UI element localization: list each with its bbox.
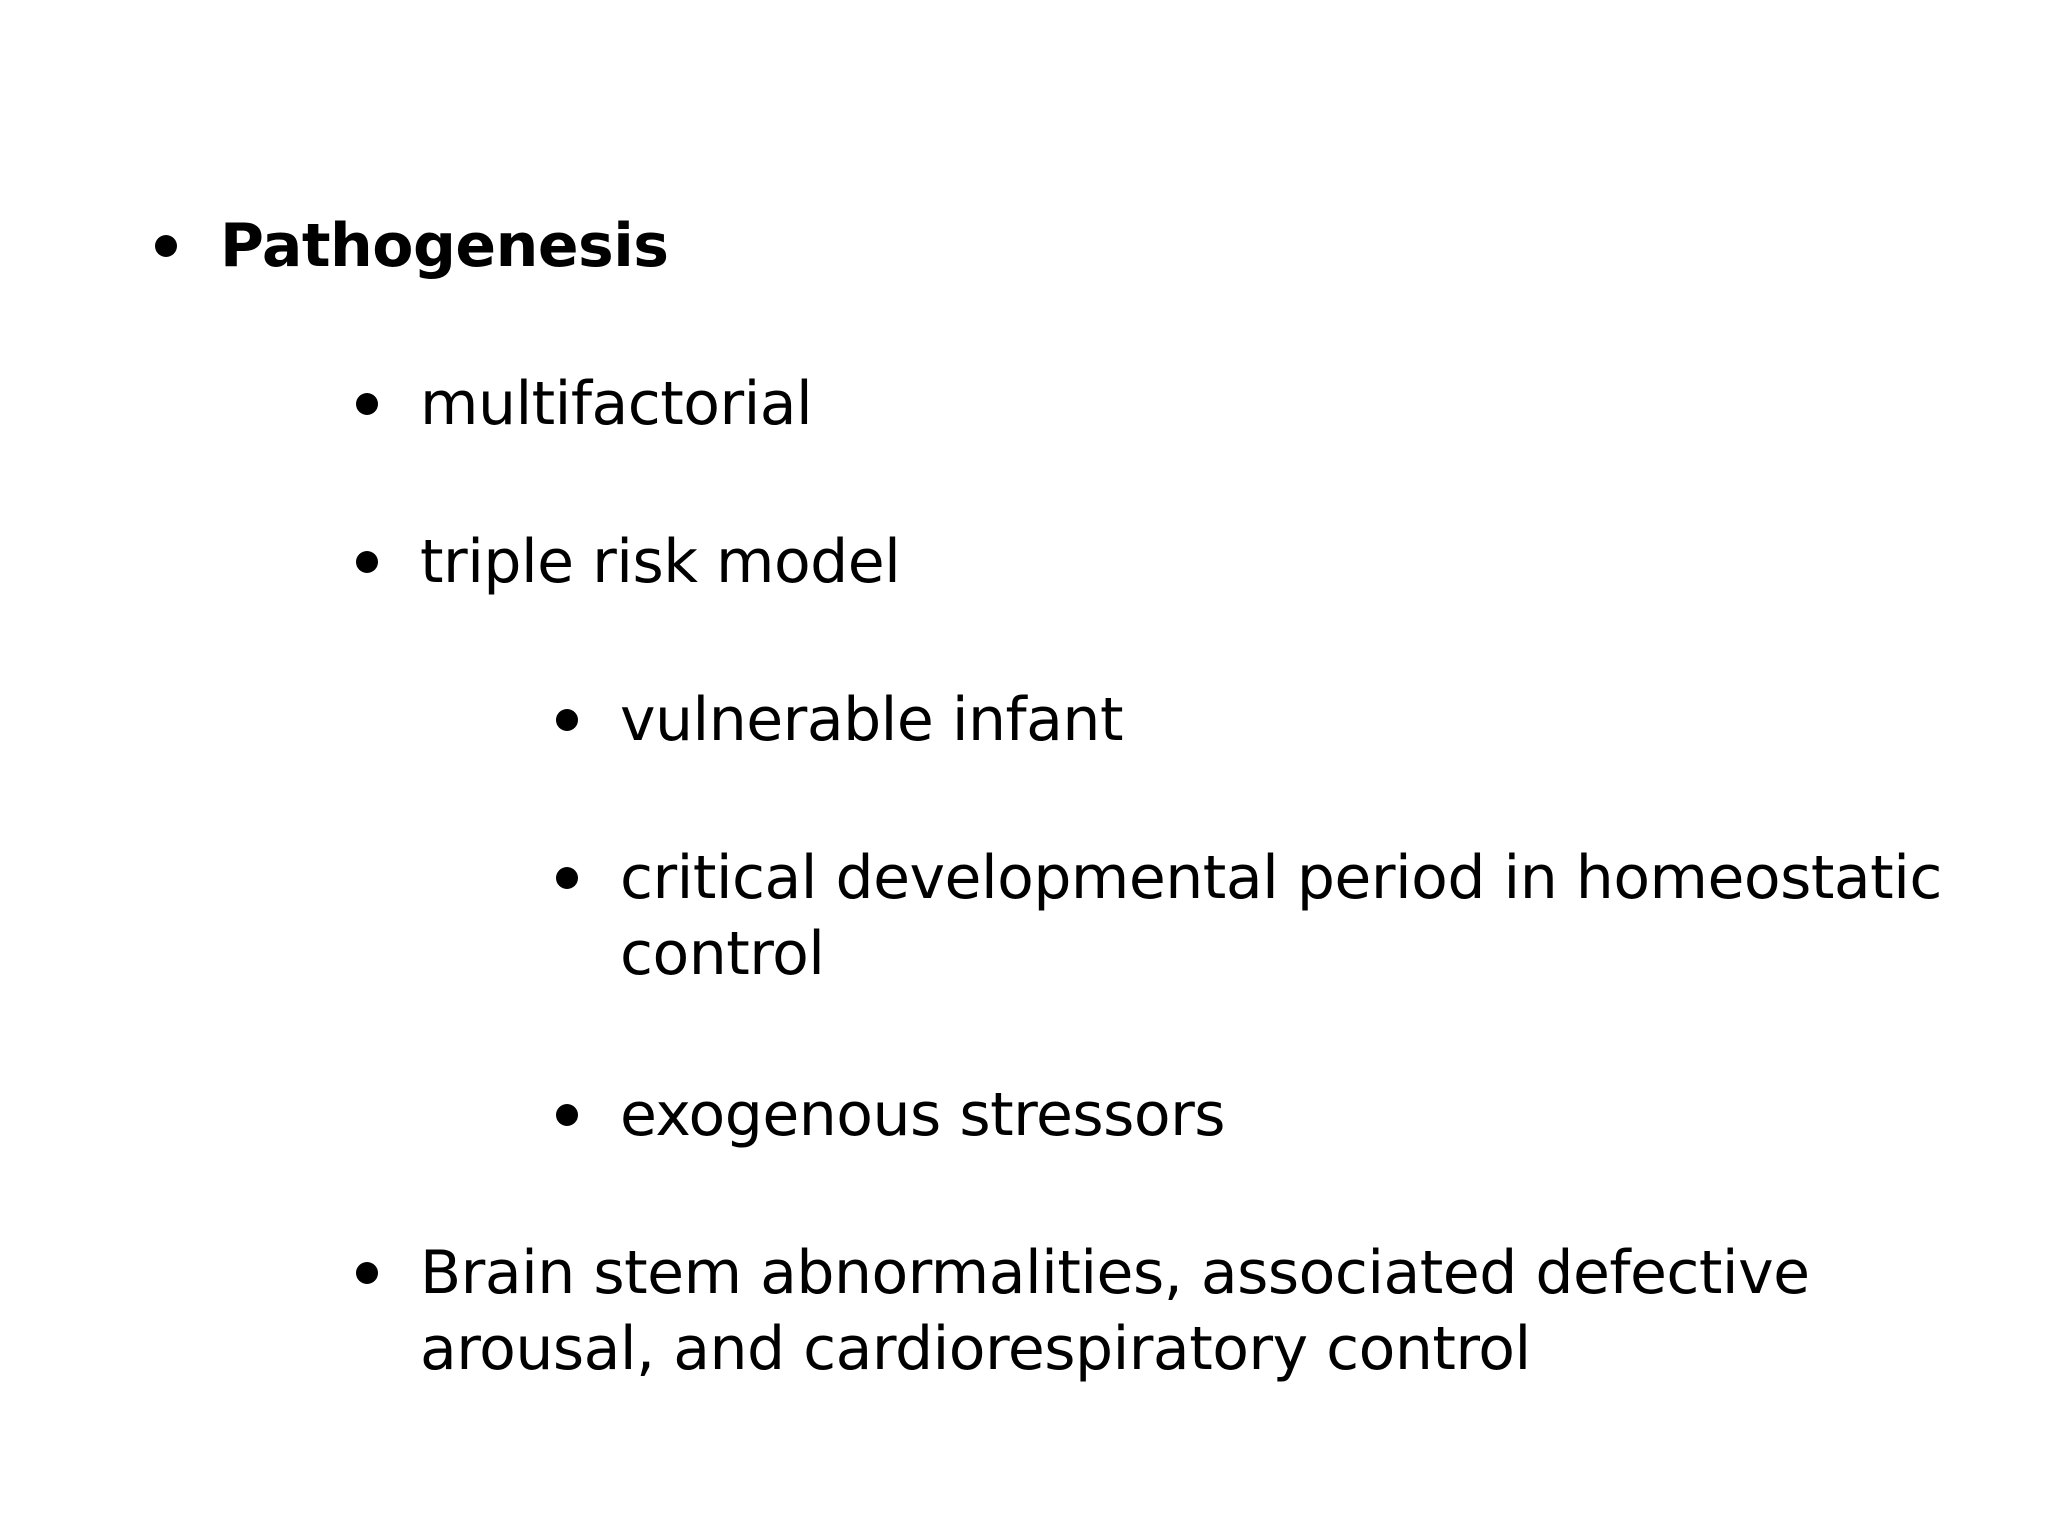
list-item-exogenous-stressors: exogenous stressors [620, 1080, 1226, 1150]
bullet-icon [556, 709, 578, 731]
list-item-critical-period-line2: control [620, 919, 825, 989]
list-item-brain-stem-line2: arousal, and cardiorespiratory control [420, 1314, 1531, 1384]
list-item-multifactorial: multifactorial [420, 369, 813, 439]
list-item-vulnerable-infant: vulnerable infant [620, 685, 1123, 755]
bullet-icon [556, 867, 578, 889]
list-item-triple-risk-model: triple risk model [420, 527, 901, 597]
bullet-icon [356, 393, 378, 415]
list-item-brain-stem-line1: Brain stem abnormalities, associated defective [420, 1238, 1810, 1308]
bullet-icon [356, 551, 378, 573]
heading-pathogenesis: Pathogenesis [220, 211, 669, 281]
bullet-icon [155, 235, 177, 257]
bullet-icon [556, 1104, 578, 1126]
list-item-critical-period-line1: critical developmental period in homeostatic [620, 843, 1942, 913]
bullet-icon [356, 1262, 378, 1284]
